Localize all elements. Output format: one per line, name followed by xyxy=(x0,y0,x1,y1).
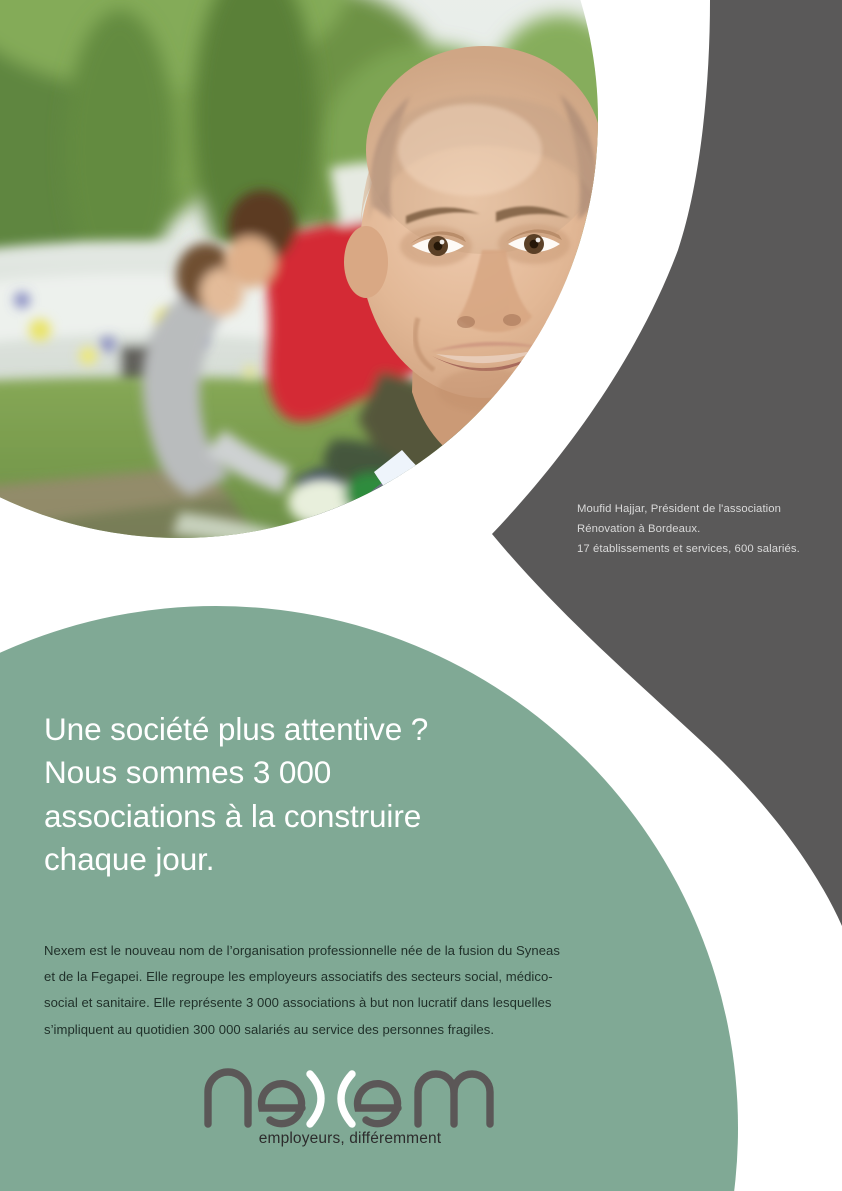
nexem-logo xyxy=(0,1062,700,1148)
caption-line-3: 17 établissements et services, 600 salariés. xyxy=(577,543,800,556)
body-line-3: social et sanitaire. Elle représente 3 000 associations à but non lucratif dans lesquelles xyxy=(44,995,552,1011)
headline-line-4: chaque jour. xyxy=(44,841,215,878)
headline-line-1: Une société plus attentive ? xyxy=(44,711,429,747)
nexem-wordmark-icon xyxy=(202,1062,498,1128)
caption-line-1: Moufid Hajjar, Président de l'association xyxy=(577,503,782,515)
photo-caption xyxy=(577,499,827,559)
caption-line-2: Rénovation à Bordeaux. xyxy=(577,523,701,536)
body-line-2: et de la Fegapei. Elle regroupe les employeurs associatifs des secteurs social, médico- xyxy=(44,969,553,985)
headline xyxy=(44,708,604,882)
logo-tagline: employeurs, différemment xyxy=(258,1130,442,1147)
headline-line-3: associations à la construire xyxy=(44,797,422,834)
body-line-1: Nexem est le nouveau nom de l’organisation professionnelle née de la fusion du Syneas xyxy=(44,943,560,958)
headline-line-2: Nous sommes 3 000 xyxy=(44,754,332,791)
body-paragraph xyxy=(44,938,660,1043)
body-line-4: s’impliquent au quotidien 300 000 salariés au service des personnes fragiles. xyxy=(44,1021,495,1037)
